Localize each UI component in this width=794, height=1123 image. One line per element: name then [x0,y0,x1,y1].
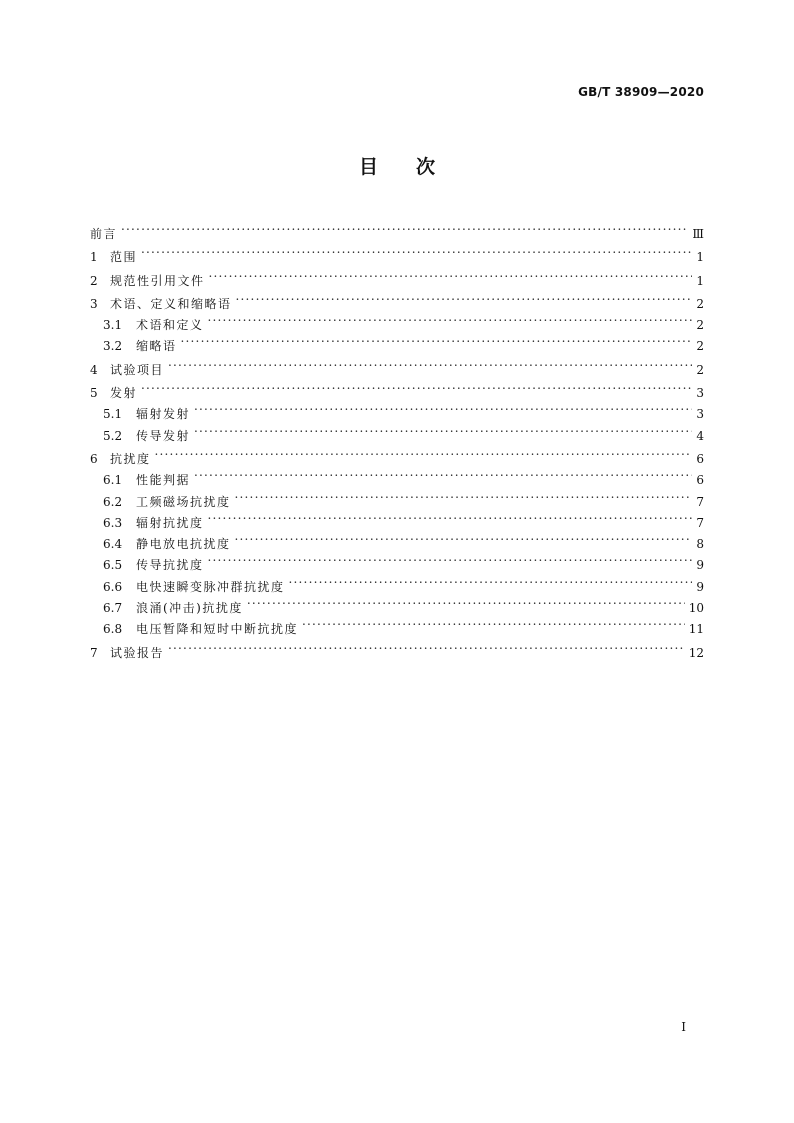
toc-entry-page: 3 [696,407,704,422]
toc-entry-page: 9 [696,558,704,573]
toc-entry-number: 4 [90,362,98,377]
toc-entry-page: 2 [696,362,704,377]
toc-entry-number: 7 [90,645,98,660]
toc-entry-page: 6 [696,451,704,466]
toc-leader-dots [208,506,692,527]
toc-entry-label: 试验报告 [110,645,165,660]
toc-entry-label: 术语、定义和缩略语 [110,296,232,311]
toc-leader-dots [168,353,692,374]
toc-leader-dots [235,485,692,506]
toc-entry-number: 6.6 [103,579,123,594]
toc-entry[interactable] [90,353,704,377]
toc-leader-dots [247,591,685,612]
toc-entry[interactable] [90,264,704,288]
toc-entry-page: 6 [696,473,704,488]
toc-entry[interactable] [90,442,704,466]
toc-entry-label: 前言 [90,227,118,241]
toc-entry-page: 10 [688,601,704,616]
toc-entry-label: 规范性引用文件 [110,273,205,288]
toc-leader-dots [141,376,692,397]
toc-entry-number: 6.3 [103,515,123,530]
toc-entry-label: 辐射抗扰度 [136,515,204,530]
toc-entry-label: 发射 [110,386,138,401]
toc-entry[interactable] [90,329,704,354]
toc-entry[interactable] [90,240,704,265]
toc-entry-label: 工频磁场抗扰度 [136,494,231,509]
toc-leader-dots [121,217,688,238]
toc-entry-label: 辐射发射 [136,407,191,422]
toc-entry-number: 5.2 [103,428,123,443]
toc-entry-page: 2 [696,318,704,333]
toc-entry[interactable] [90,217,704,241]
toc-entry-label: 术语和定义 [136,318,204,333]
toc-leader-dots [141,240,692,261]
toc-entry-number: 2 [90,273,98,288]
toc-entry-label: 传导抗扰度 [136,558,204,573]
toc-leader-dots [194,419,692,440]
toc-entry-page: 7 [696,494,704,509]
toc-entry-page: 1 [696,273,704,288]
toc-leader-dots [194,397,692,418]
toc-leader-dots [208,308,692,329]
toc-entry-page: 9 [696,579,704,594]
toc-entry-page: 11 [688,622,704,637]
toc-entry-number: 1 [90,250,98,265]
toc-entry-page: 2 [696,296,704,311]
toc-entry-number: 5.1 [103,407,123,422]
toc-entry-number: 6.5 [103,558,123,573]
toc-leader-dots [209,264,692,285]
toc-entry-label: 缩略语 [136,339,177,354]
toc-entry-page: 1 [696,250,704,265]
toc-entry-label: 范围 [110,250,138,265]
toc-entry[interactable] [90,397,704,422]
toc-entry-number: 6.8 [103,622,123,637]
toc-entry[interactable] [90,636,704,660]
toc-entry-label: 电快速瞬变脉冲群抗扰度 [136,579,285,594]
toc-entry-label: 传导发射 [136,428,191,443]
toc-entry-number: 5 [90,386,98,401]
page-number: Ⅰ [681,1020,686,1034]
toc-entry-page: 2 [696,339,704,354]
page-title: 目次 [358,156,473,178]
toc-entry-label: 电压暂降和短时中断抗扰度 [136,622,299,637]
toc-entry-label: 静电放电抗扰度 [136,537,231,552]
toc-entry-page: 3 [696,386,704,401]
toc-leader-dots [194,463,692,484]
toc-entry[interactable] [90,376,704,401]
toc-entry-page: 7 [696,515,704,530]
toc-entry-number: 3.1 [103,318,123,333]
toc-entry-number: 6.1 [103,473,123,488]
toc-entry-page: 12 [688,645,704,660]
toc-entry-page: 8 [696,537,704,552]
toc-entry-page: Ⅲ [692,227,704,241]
toc-entry-number: 3.2 [103,339,123,354]
toc-entry-number: 3 [90,296,98,311]
toc-entry-number: 6.4 [103,537,123,552]
toc-entry-number: 6.7 [103,601,123,616]
table-of-contents [90,217,704,660]
toc-entry[interactable] [90,463,704,488]
toc-leader-dots [236,287,692,308]
standard-code: GB/T 38909—2020 [578,85,704,99]
toc-leader-dots [181,329,692,350]
toc-entry-page: 4 [696,428,704,443]
toc-entry-number: 6.2 [103,494,123,509]
toc-entry-label: 抗扰度 [110,451,151,466]
toc-leader-dots [168,636,685,657]
toc-entry-label: 浪涌(冲击)抗扰度 [136,601,243,616]
toc-leader-dots [302,612,685,633]
toc-entry-label: 试验项目 [110,362,165,377]
toc-entry-number: 6 [90,451,98,466]
toc-leader-dots [155,442,692,463]
toc-entry-label: 性能判据 [136,473,191,488]
toc-leader-dots [235,527,692,548]
toc-leader-dots [289,570,692,591]
toc-leader-dots [208,548,692,569]
